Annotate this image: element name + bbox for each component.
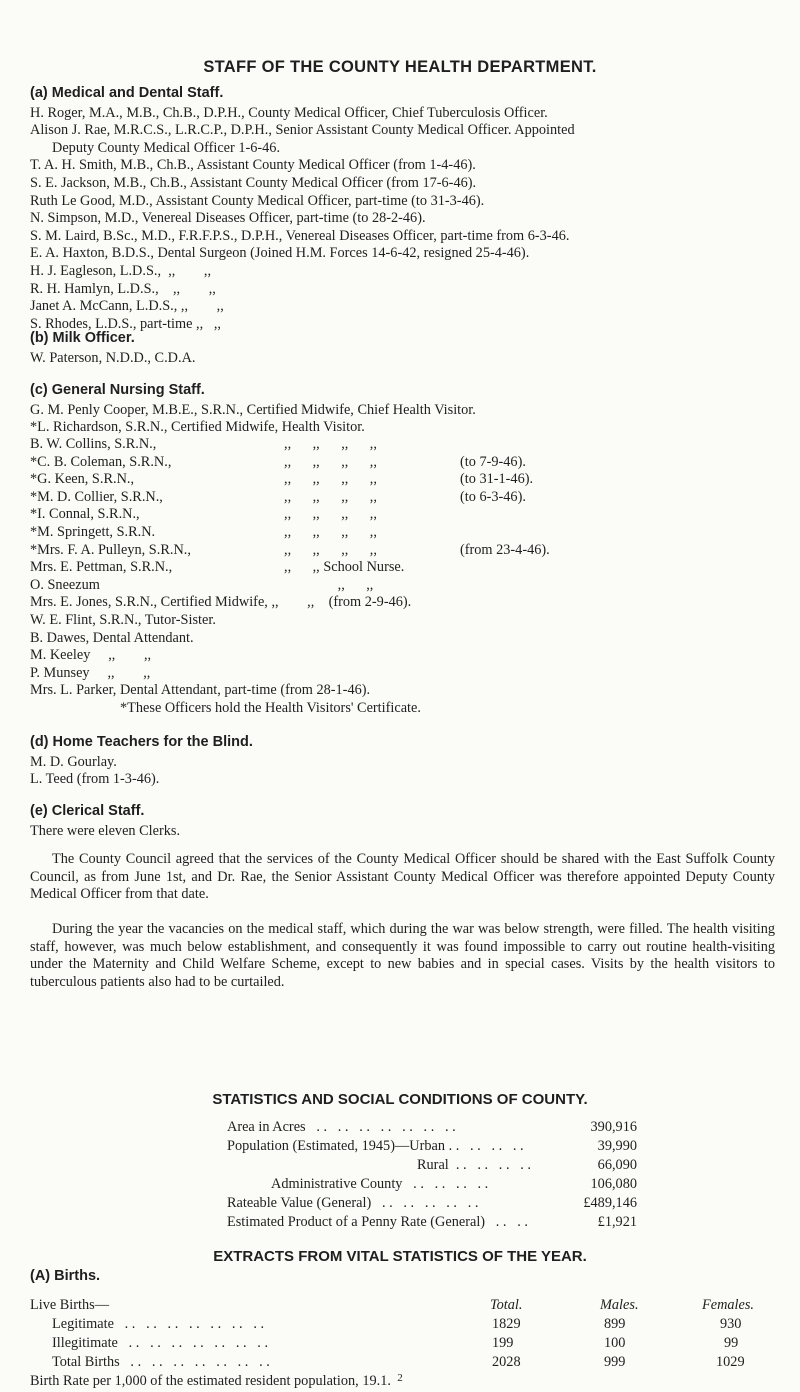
- nurse-name: Mrs. E. Pettman, S.R.N.,: [30, 559, 173, 576]
- column-males: Males.: [600, 1297, 639, 1313]
- nurse-name: *Mrs. F. A. Pulleyn, S.R.N.,: [30, 541, 191, 558]
- nurse-row: [30, 524, 155, 542]
- staff-line: S. E. Jackson, M.B., Ch.B., Assistant County Medical Officer (from 17-6-46).: [30, 174, 477, 191]
- clerical-staff-section: [30, 803, 775, 840]
- paragraph: During the year the vacancies on the medical staff, which during the war was below strength, were filled. The health visiting staff, however, was much below establishment, and consequently it was found impossible to carry out routine health-visiting under the Maternity and Child Welfare Scheme, except to new babies and in special cases. Visits by the health visitors to tuberculous patients also had to be curtailed.: [30, 921, 775, 990]
- nurse-note: (from 23-4-46).: [460, 541, 550, 558]
- stats-value: 39,990: [597, 1138, 637, 1154]
- nurse-name: B. W. Collins, S.R.N.,: [30, 436, 157, 452]
- staff-line: W. Paterson, N.D.D., C.D.A.: [30, 349, 196, 366]
- nurse-row: [30, 559, 172, 577]
- stats-row: [227, 1138, 637, 1157]
- section-heading-blind: (d) Home Teachers for the Blind.: [30, 734, 253, 750]
- births-total: 2028: [492, 1354, 521, 1370]
- nurse-name: *M. D. Collier, S.R.N.,: [30, 488, 163, 505]
- nurse-row: M. Keeley ,, ,,: [30, 647, 152, 664]
- staff-line: H. Roger, M.A., M.B., Ch.B., D.P.H., County Medical Officer, Chief Tuberculosis Officer.: [30, 104, 548, 121]
- nurse-note: (to 31-1-46).: [460, 471, 534, 488]
- nurse-row: [30, 436, 156, 454]
- staff-line: Ruth Le Good, M.D., Assistant County Medical Officer, part-time (to 31-3-46).: [30, 192, 485, 209]
- ditto-marks: ,, ,, ,, ,,: [284, 436, 377, 452]
- nursing-staff-section: [30, 382, 775, 437]
- stats-row: [227, 1157, 637, 1176]
- paragraph: The County Council agreed that the services of the County Medical Officer should be shared with the East Suffolk County Council, as from June 1st, and Dr. Rae, the Senior Assistant County Medical Officer was therefore appointed Deputy County Medical Officer from that date.: [30, 851, 775, 903]
- staff-line: *L. Richardson, S.R.N., Certified Midwife, Health Visitor.: [30, 419, 365, 436]
- nurse-row: W. E. Flint, S.R.N., Tutor-Sister.: [30, 612, 216, 628]
- nurse-row: [30, 542, 191, 560]
- births-females: 99: [724, 1335, 739, 1351]
- staff-line: L. Teed (from 1-3-46).: [30, 771, 160, 788]
- nurse-name: *I. Connal, S.R.N.,: [30, 506, 140, 523]
- medical-dental-staff-section: [30, 85, 775, 333]
- nurse-row: P. Munsey ,, ,,: [30, 664, 151, 681]
- staff-line: G. M. Penly Cooper, M.B.E., S.R.N., Certified Midwife, Chief Health Visitor.: [30, 401, 476, 418]
- nurse-row: [30, 454, 171, 472]
- stats-row: [227, 1214, 637, 1233]
- staff-line: T. A. H. Smith, M.B., Ch.B., Assistant County Medical Officer (from 1-4-46).: [30, 157, 476, 174]
- ditto-marks: ,, ,, ,, ,,: [284, 541, 377, 558]
- staff-line: H. J. Eagleson, L.D.S., ,, ,,: [30, 262, 212, 279]
- births-females: 1029: [716, 1354, 745, 1370]
- ditto-marks: ,, ,, ,, ,,: [284, 453, 377, 470]
- nurse-row: [30, 506, 140, 524]
- nurse-row: [30, 577, 100, 595]
- footnote: *These Officers hold the Health Visitors' Certificate.: [120, 700, 421, 716]
- section-heading-nursing: (c) General Nursing Staff.: [30, 382, 205, 398]
- staff-line: Alison J. Rae, M.R.C.S., L.R.C.P., D.P.H., Senior Assistant County Medical Officer. Appointed: [30, 122, 575, 139]
- staff-line: There were eleven Clerks.: [30, 822, 181, 839]
- births-header-row: [30, 1297, 775, 1316]
- nurse-note: (to 7-9-46).: [460, 453, 526, 470]
- stats-value: £489,146: [583, 1195, 637, 1211]
- stats-label: Population (Estimated, 1945)—Urban . . . . . . . .: [227, 1138, 524, 1154]
- stats-value: 106,080: [590, 1176, 637, 1192]
- milk-officer-section: [30, 330, 775, 367]
- births-row: [30, 1316, 775, 1335]
- births-total: 1829: [492, 1316, 521, 1332]
- column-females: Females.: [702, 1297, 755, 1313]
- staff-line: M. D. Gourlay.: [30, 753, 117, 770]
- section-heading-milk: (b) Milk Officer.: [30, 330, 135, 346]
- births-label: Total Births . . . . . . . . . . . . . .: [52, 1354, 270, 1370]
- ditto-marks: ,, ,, ,, ,,: [284, 524, 377, 540]
- nurse-row: Mrs. E. Jones, S.R.N., Certified Midwife, ,, ,, (from 2-9-46).: [30, 594, 412, 611]
- nurse-row: [30, 489, 163, 507]
- column-total: Total.: [490, 1297, 523, 1313]
- section-heading-clerical: (e) Clerical Staff.: [30, 803, 145, 819]
- page-number: 2: [397, 1373, 403, 1381]
- births-row: [30, 1354, 775, 1373]
- stats-row: [227, 1195, 637, 1214]
- ditto-marks: ,, ,, ,, ,,: [284, 506, 377, 523]
- ditto-marks: ,, ,, ,, ,,: [284, 488, 377, 505]
- nurse-name: O. Sneezum: [30, 576, 100, 593]
- nurse-row: Mrs. L. Parker, Dental Attendant, part-time (from 28-1-46).: [30, 682, 371, 699]
- births-males: 899: [604, 1316, 626, 1332]
- births-total: 199: [492, 1335, 514, 1351]
- stats-value: £1,921: [597, 1214, 637, 1230]
- nurse-note: (to 6-3-46).: [460, 488, 526, 505]
- vital-heading: EXTRACTS FROM VITAL STATISTICS OF THE YEAR.: [213, 1248, 587, 1265]
- staff-line: Janet A. McCann, L.D.S., ,, ,,: [30, 298, 224, 315]
- staff-line: S. Rhodes, L.D.S., part-time ,, ,,: [30, 315, 222, 332]
- ditto-marks: ,, ,, School Nurse.: [284, 559, 405, 576]
- stats-row: [227, 1176, 637, 1195]
- births-males: 100: [604, 1335, 626, 1351]
- stats-row: [227, 1119, 637, 1138]
- births-females: 930: [720, 1316, 742, 1332]
- staff-line: E. A. Haxton, B.D.S., Dental Surgeon (Joined H.M. Forces 14-6-42, resigned 25-4-46).: [30, 245, 530, 262]
- stats-label: Area in Acres . . . . . . . . . . . . . .: [227, 1119, 456, 1135]
- stats-value: 390,916: [590, 1119, 637, 1135]
- stats-heading: STATISTICS AND SOCIAL CONDITIONS OF COUNTY.: [212, 1091, 588, 1108]
- stats-label: Rateable Value (General) . . . . . . . . . .: [227, 1195, 479, 1211]
- ditto-marks: ,, ,,: [284, 576, 374, 593]
- birth-rate: Birth Rate per 1,000 of the estimated resident population, 19.1.: [30, 1373, 391, 1389]
- stats-label: Rural . . . . . . . .: [417, 1157, 531, 1173]
- births-males: 999: [604, 1354, 626, 1370]
- nurse-name: *M. Springett, S.R.N.: [30, 524, 156, 540]
- staff-line: S. M. Laird, B.Sc., M.D., F.R.F.P.S., D.P.H., Venereal Diseases Officer, part-time from 6-3-46.: [30, 227, 570, 244]
- page-title: STAFF OF THE COUNTY HEALTH DEPARTMENT.: [203, 58, 597, 76]
- births-label: Illegitimate . . . . . . . . . . . . . .: [52, 1335, 269, 1351]
- nursing-list: [30, 436, 775, 736]
- nurse-row: [30, 471, 134, 489]
- stats-table: [227, 1119, 637, 1233]
- ditto-marks: ,, ,, ,, ,,: [284, 471, 377, 488]
- stats-label: Administrative County . . . . . . . .: [271, 1176, 489, 1192]
- staff-line: N. Simpson, M.D., Venereal Diseases Officer, part-time (to 28-2-46).: [30, 210, 426, 227]
- staff-line: Deputy County Medical Officer 1-6-46.: [52, 139, 281, 156]
- staff-line: R. H. Hamlyn, L.D.S., ,, ,,: [30, 280, 216, 297]
- live-births-label: Live Births—: [30, 1297, 110, 1313]
- nurse-row: B. Dawes, Dental Attendant.: [30, 629, 194, 646]
- births-heading: (A) Births.: [30, 1268, 101, 1284]
- births-label: Legitimate . . . . . . . . . . . . . .: [52, 1316, 265, 1332]
- section-heading-medical: (a) Medical and Dental Staff.: [30, 85, 224, 101]
- nurse-name: *C. B. Coleman, S.R.N.,: [30, 453, 172, 470]
- births-row: [30, 1335, 775, 1354]
- stats-value: 66,090: [597, 1157, 637, 1173]
- stats-label: Estimated Product of a Penny Rate (General) . . . .: [227, 1214, 528, 1230]
- nurse-name: *G. Keen, S.R.N.,: [30, 471, 135, 488]
- home-teachers-section: [30, 734, 775, 789]
